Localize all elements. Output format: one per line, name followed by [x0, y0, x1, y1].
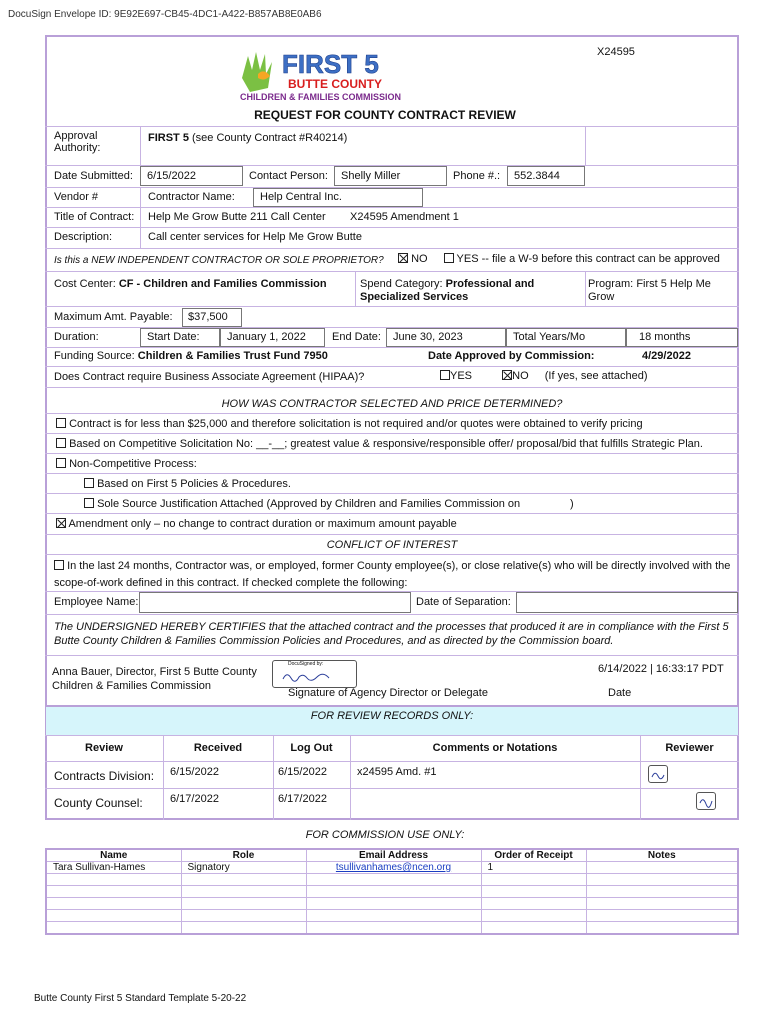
start-date-label: Start Date:: [140, 328, 220, 347]
signed-date-label: Date: [608, 687, 632, 699]
independent-yes-label: YES -- file a W-9 before this contract can be approved: [456, 253, 720, 265]
noncompetitive-checkbox[interactable]: [56, 458, 66, 468]
under-25k-checkbox[interactable]: [56, 418, 66, 428]
under-25k-label: Contract is for less than $25,000 and therefore solicitation is not required and/or quotes were obtained to verify pricing: [69, 418, 643, 430]
table-row: [46, 886, 738, 898]
conflict-checkbox[interactable]: [54, 560, 64, 570]
review-row-contracts: Contracts Division:: [54, 769, 155, 783]
commission-col-notes: Notes: [586, 849, 738, 862]
amendment-label: Amendment only – no change to contract duration or maximum amount payable: [68, 518, 457, 530]
hipaa-no-checkbox[interactable]: [502, 370, 512, 380]
contact-person-field[interactable]: Shelly Miller: [334, 166, 447, 186]
title-contract-label: Title of Contract:: [54, 211, 135, 223]
signer-name: Anna Bauer, Director, First 5 Butte County Children & Families Commission: [52, 666, 257, 692]
certify-text: The UNDERSIGNED HEREBY CERTIFIES that the attached contract and the processes that produced it are in compliance with the First 5 Butte County Children & Families Commission Policies and Procedures, and as directed by the Commission board.: [54, 621, 729, 647]
form-number: X24595: [597, 46, 635, 58]
approval-authority-value: (see County Contract #R40214): [192, 132, 348, 144]
approval-authority-value-bold: FIRST 5: [148, 132, 189, 144]
table-row: [46, 874, 738, 886]
date-approved-label: Date Approved by Commission:: [428, 350, 595, 362]
description-value: Call center services for Help Me Grow Butte: [148, 231, 362, 243]
max-amt-label: Maximum Amt. Payable:: [54, 311, 173, 323]
review-col-logout: Log Out: [290, 742, 333, 754]
commission-role: Signatory: [181, 862, 306, 874]
program-value: First 5 Help Me Grow: [588, 278, 711, 303]
contractor-name-label: Contractor Name:: [148, 191, 235, 203]
review-heading: FOR REVIEW RECORDS ONLY:: [310, 710, 474, 722]
independent-no-label: NO: [411, 253, 428, 265]
table-row: [46, 862, 738, 874]
duration-label: Duration:: [54, 331, 99, 343]
competitive-label: Based on Competitive Solicitation No: __-__; greatest value & responsive/responsible offer/ proposal/bid that fulfills Strategic Plan.: [69, 438, 703, 450]
hipaa-yes-label: YES: [450, 370, 473, 382]
commission-col-email: Email Address: [306, 849, 481, 862]
total-years-label: Total Years/Mo: [506, 328, 626, 347]
commission-col-name: Name: [46, 849, 181, 862]
cost-center-value: CF - Children and Families Commission: [118, 278, 327, 290]
contracts-received: 6/15/2022: [170, 766, 219, 778]
table-row: [46, 910, 738, 922]
contracts-reviewer-initials[interactable]: [648, 765, 668, 783]
commission-col-order: Order of Receipt: [481, 849, 586, 862]
page-title: REQUEST FOR COUNTY CONTRACT REVIEW: [254, 108, 516, 122]
date-submitted-field[interactable]: 6/15/2022: [140, 166, 243, 186]
docusigned-by: DocuSigned by:: [288, 661, 324, 667]
sole-source-checkbox[interactable]: [84, 498, 94, 508]
program-label: Program:: [588, 278, 634, 290]
noncompetitive-label: Non-Competitive Process:: [69, 458, 197, 470]
logo-first5-text: FIRST 5: [282, 49, 379, 79]
sole-source-label: Sole Source Justification Attached (Approved by Children and Families Commission on: [97, 498, 521, 510]
date-approved-value: 4/29/2022: [642, 350, 691, 362]
description-label: Description:: [54, 231, 113, 243]
end-date-field[interactable]: June 30, 2023: [386, 328, 506, 347]
footer-template: Butte County First 5 Standard Template 5-20-22: [34, 993, 247, 1004]
docusign-signature-box[interactable]: [272, 660, 357, 688]
conflict-heading: CONFLICT OF INTEREST: [326, 539, 458, 551]
competitive-checkbox[interactable]: [56, 438, 66, 448]
selection-heading: HOW WAS CONTRACTOR SELECTED AND PRICE DETERMINED?: [221, 398, 563, 410]
spend-category-label: Spend Category:: [360, 278, 443, 290]
independent-question: Is this a NEW INDEPENDENT CONTRACTOR OR SOLE PROPRIETOR?: [54, 255, 384, 266]
policies-checkbox[interactable]: [84, 478, 94, 488]
table-row: [46, 898, 738, 910]
contractor-name-field[interactable]: Help Central Inc.: [253, 188, 423, 207]
hipaa-question: Does Contract require Business Associate Agreement (HIPAA)?: [54, 371, 365, 383]
hipaa-no-label: NO: [512, 370, 529, 382]
commission-name: Tara Sullivan-Hames: [46, 862, 181, 874]
total-years-field[interactable]: 18 months: [626, 328, 738, 347]
title-contract-value: Help Me Grow Butte 211 Call Center: [148, 211, 326, 223]
employee-name-field[interactable]: [139, 592, 411, 613]
signature-scribble-icon: [281, 669, 341, 683]
signed-datetime: 6/14/2022 | 16:33:17 PDT: [598, 663, 724, 675]
spend-category-value: Professional and Specialized Services: [360, 278, 535, 303]
funding-label: Funding Source:: [54, 350, 135, 362]
commission-notes: [586, 862, 738, 874]
contact-person-label: Contact Person:: [249, 170, 328, 182]
approval-authority-label: Approval Authority:: [54, 130, 101, 154]
title-contract-ref: X24595 Amendment 1: [350, 211, 459, 223]
phone-field[interactable]: 552.3844: [507, 166, 585, 186]
initials-scribble-icon: [697, 793, 715, 809]
phone-label: Phone #.:: [453, 170, 501, 182]
policies-label: Based on First 5 Policies & Procedures.: [97, 478, 291, 490]
funding-value: Children & Families Trust Fund 7950: [137, 350, 328, 362]
start-date-field[interactable]: January 1, 2022: [220, 328, 325, 347]
date-submitted-label: Date Submitted:: [54, 170, 133, 182]
employee-name-label: Employee Name:: [54, 596, 139, 608]
counsel-logout: 6/17/2022: [278, 793, 327, 805]
commission-email-link[interactable]: tsullivanhames@ncen.org: [335, 862, 452, 873]
amendment-checkbox[interactable]: [56, 518, 66, 528]
contracts-logout: 6/15/2022: [278, 766, 327, 778]
initials-scribble-icon: [649, 766, 667, 782]
review-col-reviewer: Reviewer: [665, 742, 714, 754]
review-col-received: Received: [193, 742, 243, 754]
review-col-review: Review: [85, 742, 123, 754]
hipaa-yes-checkbox[interactable]: [440, 370, 450, 380]
logo-county-text: BUTTE COUNTY: [288, 77, 382, 91]
review-row-counsel: County Counsel:: [54, 796, 143, 810]
commission-order: 1: [481, 862, 586, 874]
signature-caption: Signature of Agency Director or Delegate: [288, 687, 488, 699]
counsel-received: 6/17/2022: [170, 793, 219, 805]
logo-commission-text: CHILDREN & FAMILIES COMMISSION: [240, 92, 402, 102]
first5-logo: [238, 48, 413, 103]
contracts-comments: x24595 Amd. #1: [357, 766, 437, 778]
independent-yes-checkbox[interactable]: [444, 253, 454, 263]
counsel-reviewer-initials[interactable]: [696, 792, 716, 810]
separation-field[interactable]: [516, 592, 738, 613]
independent-no-checkbox[interactable]: [398, 253, 408, 263]
max-amt-field[interactable]: $37,500: [182, 308, 242, 327]
commission-table: [45, 848, 739, 935]
sole-source-close: ): [570, 498, 574, 510]
hipaa-note: (If yes, see attached): [544, 370, 648, 382]
conflict-text: In the last 24 months, Contractor was, or employed, former County employee(s), or close relative(s) who will be directly involved with the scope-of-work defined in this contract. If checked complete the following:: [54, 560, 731, 589]
envelope-id: DocuSign Envelope ID: 9E92E697-CB45-4DC1-A422-B857AB8E0AB6: [8, 9, 322, 20]
commission-col-role: Role: [181, 849, 306, 862]
table-row: [46, 922, 738, 934]
end-date-label: End Date:: [332, 331, 381, 343]
vendor-label: Vendor #: [54, 191, 99, 203]
commission-heading: FOR COMMISSION USE ONLY:: [305, 829, 465, 841]
separation-label: Date of Separation:: [416, 596, 511, 608]
cost-center-label: Cost Center:: [54, 278, 116, 290]
review-col-comments: Comments or Notations: [432, 742, 558, 754]
